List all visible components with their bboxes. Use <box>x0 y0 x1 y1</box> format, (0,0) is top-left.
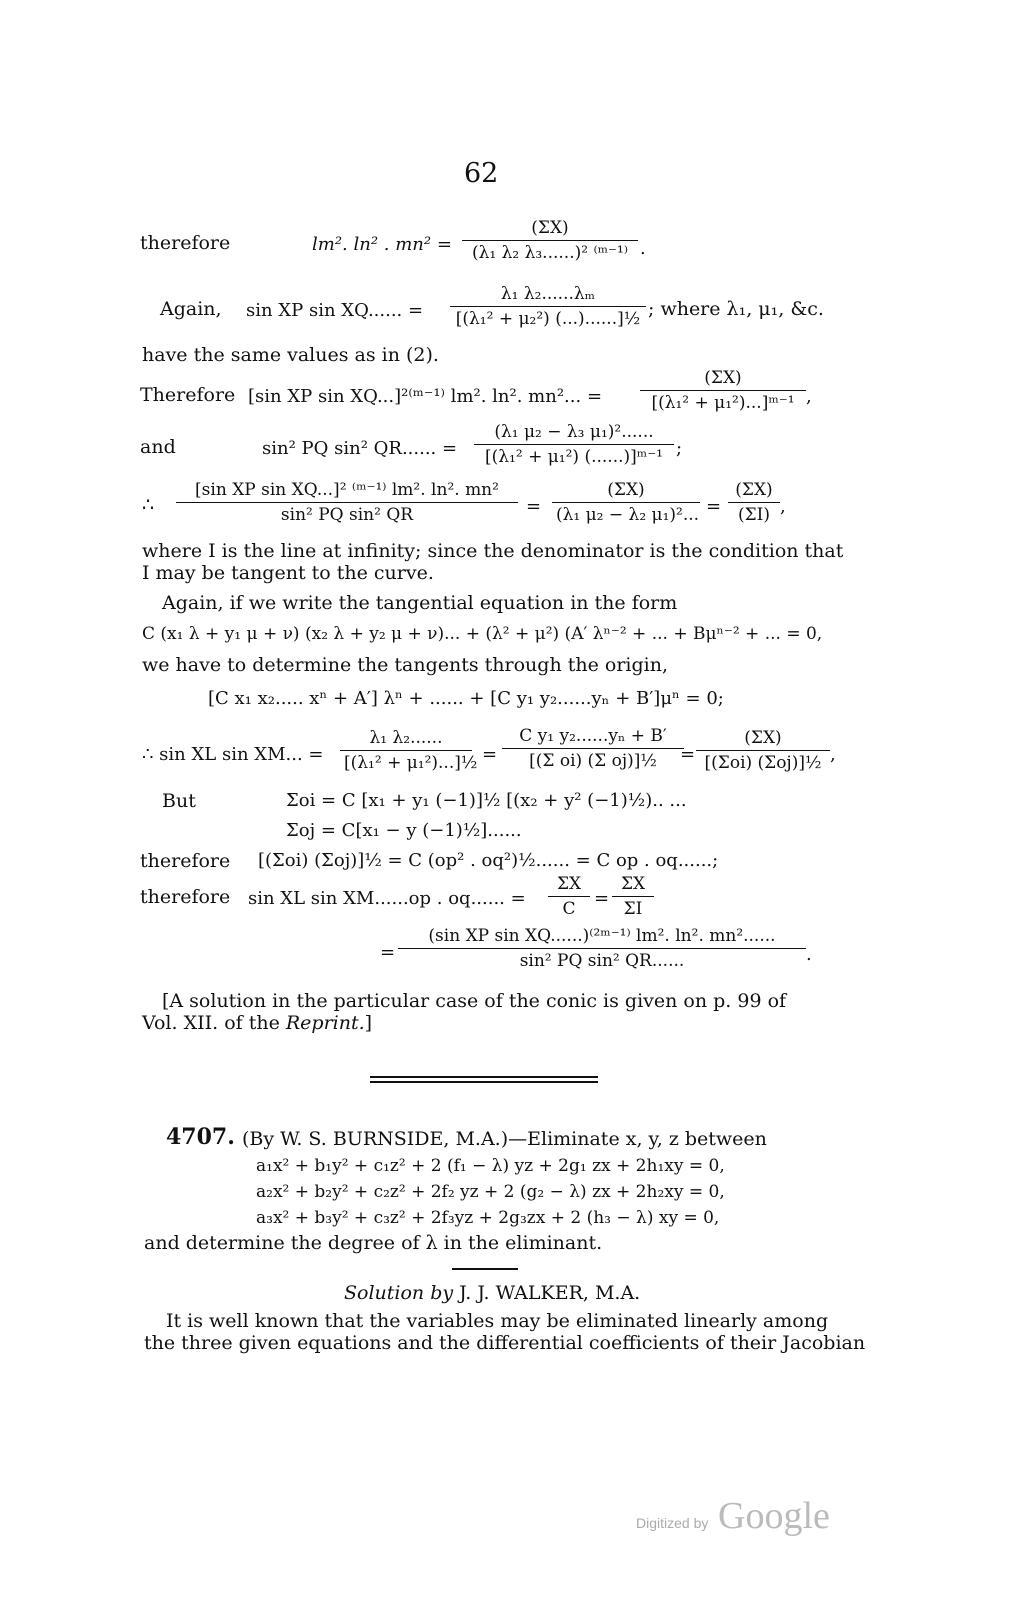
eq4-tail: ; <box>676 438 683 459</box>
eq5-equals: = <box>526 496 542 517</box>
para2-line2: C (x₁ λ + y₁ μ + ν) (x₂ λ + y₂ μ + ν)... + (λ² + μ²) (A′ λⁿ⁻² + ... + Bμⁿ⁻² + ... = 0, <box>142 624 823 644</box>
eq4-label: and <box>140 436 176 458</box>
para2-line3: we have to determine the tangents through the origin, <box>142 654 668 676</box>
eq5-tail: , <box>780 496 786 517</box>
eq1-label: therefore <box>140 232 231 254</box>
eq2-tail: ; where λ₁, μ₁, &c. <box>648 298 824 320</box>
note-line1: [A solution in the particular case of the conic is given on p. 99 of <box>162 990 787 1012</box>
solution-line2: the three given equations and the differential coefficients of their Jacobian <box>144 1332 866 1354</box>
eq1-numerator: (ΣX) <box>462 218 638 241</box>
eq6-numerator-1: λ₁ λ₂...... <box>340 728 472 751</box>
eq7-label: But <box>162 790 196 812</box>
eq6-numerator-3: (ΣX) <box>696 728 830 751</box>
solution-line1: It is well known that the variables may be eliminated linearly among <box>166 1310 829 1332</box>
google-logo: Google <box>718 1495 830 1537</box>
para2-line1: Again, if we write the tangential equation in the form <box>162 592 678 614</box>
eq7-line1: Σoi = C [x₁ + y₁ (−1)]½ [(x₂ + y² (−1)½).. ... <box>286 790 687 811</box>
eq9-fraction-1 <box>548 874 590 919</box>
solution-divider <box>452 1268 518 1270</box>
eq9-denominator-1: C <box>562 899 576 919</box>
solution-heading <box>344 1282 640 1304</box>
values-line: have the same values as in (2). <box>142 344 439 366</box>
watermark-prefix: Digitized by <box>636 1515 709 1531</box>
solution-heading-em: Solution by <box>344 1282 454 1304</box>
eq8-text: [(Σoi) (Σoj)]½ = C (op² . oq²)½...... = C op . oq......; <box>258 850 719 871</box>
note-line2-post: ] <box>364 1012 373 1034</box>
section-divider-bottom <box>370 1081 598 1083</box>
eq5-numerator-right: (ΣX) <box>728 480 780 503</box>
eq2-denominator: [(λ₁² + μ₂²) (...)......]½ <box>455 309 641 329</box>
eq9-label: therefore <box>140 886 231 908</box>
section-divider-top <box>370 1076 598 1078</box>
problem-author: (By W. S. BURNSIDE, M.A.)—Eliminate x, y, z between <box>242 1128 767 1150</box>
eq10-fraction <box>398 926 806 971</box>
eq4-lhs: sin² PQ sin² QR...... = <box>262 438 458 459</box>
therefore-symbol: ∴ <box>142 494 155 516</box>
eq2-fraction <box>450 284 646 329</box>
eq3-numerator: (ΣX) <box>640 368 806 391</box>
eq1-denominator: (λ₁ λ₂ λ₃......)² ⁽ᵐ⁻¹⁾ <box>471 243 629 263</box>
eq4-numerator: (λ₁ μ₂ − λ₃ μ₁)²...... <box>474 422 674 445</box>
para1-line1: where I is the line at infinity; since the denominator is the condition that <box>142 540 844 562</box>
eq3-tail: , <box>806 386 812 407</box>
eq10-equals: = <box>380 942 396 963</box>
eq5-denominator-right: (ΣI) <box>738 505 770 525</box>
eq10-numerator: (sin XP sin XQ......)⁽²ᵐ⁻¹⁾ lm². ln². mn²...... <box>398 926 806 949</box>
eq7-line2: Σoj = C[x₁ − y (−1)½]...... <box>286 820 522 841</box>
eq9-numerator-2: ΣX <box>612 874 654 897</box>
para1-line2: I may be tangent to the curve. <box>142 562 434 584</box>
note-line2-pre: Vol. XII. of the <box>142 1012 286 1034</box>
eq10-denominator: sin² PQ sin² QR...... <box>519 951 685 971</box>
eq6-equals-2: = <box>680 744 696 765</box>
eq5-numerator-left: [sin XP sin XQ...]² ⁽ᵐ⁻¹⁾ lm². ln². mn² <box>176 480 518 503</box>
eq6-fraction-1 <box>340 728 478 773</box>
eq5-fraction-left <box>176 480 518 525</box>
eq6-denominator-1: [(λ₁² + μ₁²)...]½ <box>344 753 478 773</box>
problem-number: 4707. <box>166 1124 235 1150</box>
problem-eq-2: a₂x² + b₂y² + c₂z² + 2f₂ yz + 2 (g₂ − λ) zx + 2h₂xy = 0, <box>256 1182 725 1202</box>
para2-line4: [C x₁ x₂..... xⁿ + A′] λⁿ + ...... + [C y₁ y₂......yₙ + B′]μⁿ = 0; <box>208 688 724 709</box>
page-number: 62 <box>464 158 499 189</box>
eq5-numerator-mid: (ΣX) <box>552 480 700 503</box>
eq5-equals-2: = <box>706 496 722 517</box>
eq9-denominator-2: ΣI <box>623 899 643 919</box>
eq1-lhs: lm². ln² . mn² = <box>312 234 452 255</box>
eq5-fraction-right <box>728 480 780 525</box>
eq4-denominator: [(λ₁² + μ₁²) (......)]ᵐ⁻¹ <box>485 447 663 467</box>
eq5-denominator-left: sin² PQ sin² QR <box>280 505 414 525</box>
eq6-tail: , <box>830 744 836 765</box>
eq2-numerator: λ₁ λ₂......λₘ <box>450 284 646 307</box>
eq6-lhs: ∴ sin XL sin XM... = <box>142 744 324 765</box>
solution-heading-name: J. J. WALKER, M.A. <box>459 1282 641 1304</box>
eq9-numerator-1: ΣX <box>548 874 590 897</box>
problem-eq-3: a₃x² + b₃y² + c₃z² + 2f₃yz + 2g₃zx + 2 (h₃ − λ) xy = 0, <box>256 1208 720 1228</box>
eq6-fraction-2 <box>502 726 684 771</box>
problem-closing: and determine the degree of λ in the eliminant. <box>144 1232 603 1254</box>
eq2-label: Again, <box>160 298 222 320</box>
eq2-lhs: sin XP sin XQ...... = <box>246 300 424 321</box>
eq9-equals: = <box>594 888 610 909</box>
eq3-label: Therefore <box>140 384 236 406</box>
problem-eq-1: a₁x² + b₁y² + c₁z² + 2 (f₁ − λ) yz + 2g₁ zx + 2h₁xy = 0, <box>256 1156 725 1176</box>
eq10-tail: . <box>806 944 812 965</box>
eq1-fraction <box>462 218 638 263</box>
eq8-label: therefore <box>140 850 231 872</box>
eq6-denominator-2: [(Σ oi) (Σ oj)]½ <box>529 751 657 771</box>
note-line2 <box>142 1012 372 1034</box>
eq6-equals: = <box>482 744 498 765</box>
eq5-fraction-mid <box>552 480 700 525</box>
note-line2-em: Reprint. <box>285 1012 365 1034</box>
eq3-lhs: [sin XP sin XQ...]²⁽ᵐ⁻¹⁾ lm². ln². mn²... = <box>248 386 603 407</box>
eq6-denominator-3: [(Σoi) (Σoj)]½ <box>704 753 822 773</box>
eq9-lhs: sin XL sin XM......op . oq...... = <box>248 888 526 909</box>
eq6-fraction-3 <box>696 728 830 773</box>
eq4-fraction <box>474 422 674 467</box>
eq3-fraction <box>640 368 806 413</box>
eq5-denominator-mid: (λ₁ μ₂ − λ₂ μ₁)²... <box>556 505 700 525</box>
eq1-tail: . <box>640 238 646 259</box>
eq6-numerator-2: C y₁ y₂......yₙ + B′ <box>502 726 684 749</box>
eq3-denominator: [(λ₁² + μ₁²)...]ᵐ⁻¹ <box>651 393 795 413</box>
eq9-fraction-2 <box>612 874 654 919</box>
